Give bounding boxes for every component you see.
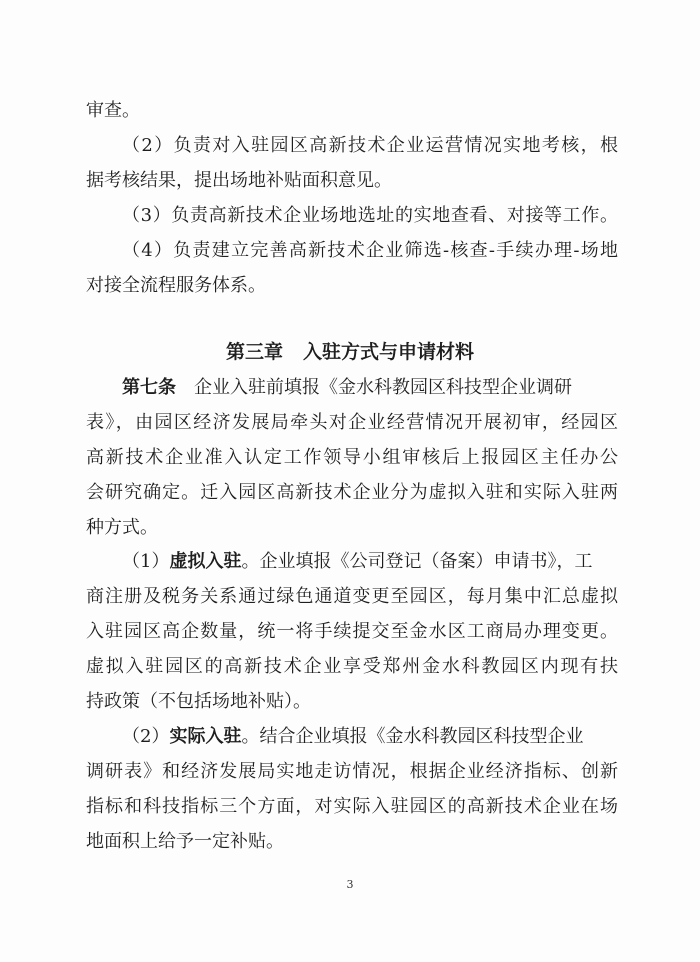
text-line: 会研究确定。迁入园区高新技术企业分为虚拟入驻和实际入驻两 xyxy=(86,482,618,503)
article-7-first-line xyxy=(122,377,618,399)
virtual-entry-first-line xyxy=(122,551,618,573)
text-line: 商注册及税务关系通过绿色通道变更至园区，每月集中汇总虚拟 xyxy=(86,586,618,607)
item-prefix: （2） xyxy=(122,726,170,747)
chapter-heading xyxy=(0,340,700,364)
text-line: （4）负责建立完善高新技术企业筛选-核查-手续办理-场地 xyxy=(122,240,618,261)
text-line: （2）负责对入驻园区高新技术企业运营情况实地考核，根 xyxy=(122,135,618,156)
text-line: 表》，由园区经济发展局牵头对企业经营情况开展初审，经园区 xyxy=(86,412,618,433)
text-line: 调研表》和经济发展局实地走访情况，根据企业经济指标、创新 xyxy=(86,761,618,782)
text-line: 入驻园区高企数量，统一将手续提交至金水区工商局办理变更。 xyxy=(86,621,618,642)
text-line: 高新技术企业准入认定工作领导小组审核后上报园区主任办公 xyxy=(86,447,618,468)
item-text: 。结合企业填报《金水科教园区科技型企业 xyxy=(241,726,584,747)
article-text: 企业入驻前填报《金水科教园区科技型企业调研 xyxy=(194,377,572,398)
text-line: 对接全流程服务体系。 xyxy=(86,275,266,296)
item-text: 。企业填报《公司登记（备案）申请书》，工 xyxy=(241,551,593,572)
actual-entry-first-line xyxy=(122,726,618,748)
text-line: 种方式。 xyxy=(86,517,158,538)
item-prefix: （1） xyxy=(122,551,170,572)
virtual-entry-label: 虚拟入驻 xyxy=(169,551,242,572)
text-line: 指标和科技指标三个方面，对实际入驻园区的高新技术企业在场 xyxy=(86,796,618,817)
text-line: 虚拟入驻园区的高新技术企业享受郑州金水科教园区内现有扶 xyxy=(86,656,618,677)
text-line: 据考核结果，提出场地补贴面积意见。 xyxy=(86,170,392,191)
text-line: （3）负责高新技术企业场地选址的实地查看、对接等工作。 xyxy=(122,205,618,226)
text-line: 地面积上给予一定补贴。 xyxy=(86,831,284,852)
chapter-title: 入驻方式与申请材料 xyxy=(303,341,475,363)
article-label: 第七条 xyxy=(122,377,176,398)
chapter-number: 第三章 xyxy=(225,341,283,363)
actual-entry-label: 实际入驻 xyxy=(169,726,242,747)
text-line: 审查。 xyxy=(86,100,140,121)
text-line: 持政策（不包括场地补贴）。 xyxy=(86,691,311,712)
page-number: 3 xyxy=(346,878,354,891)
